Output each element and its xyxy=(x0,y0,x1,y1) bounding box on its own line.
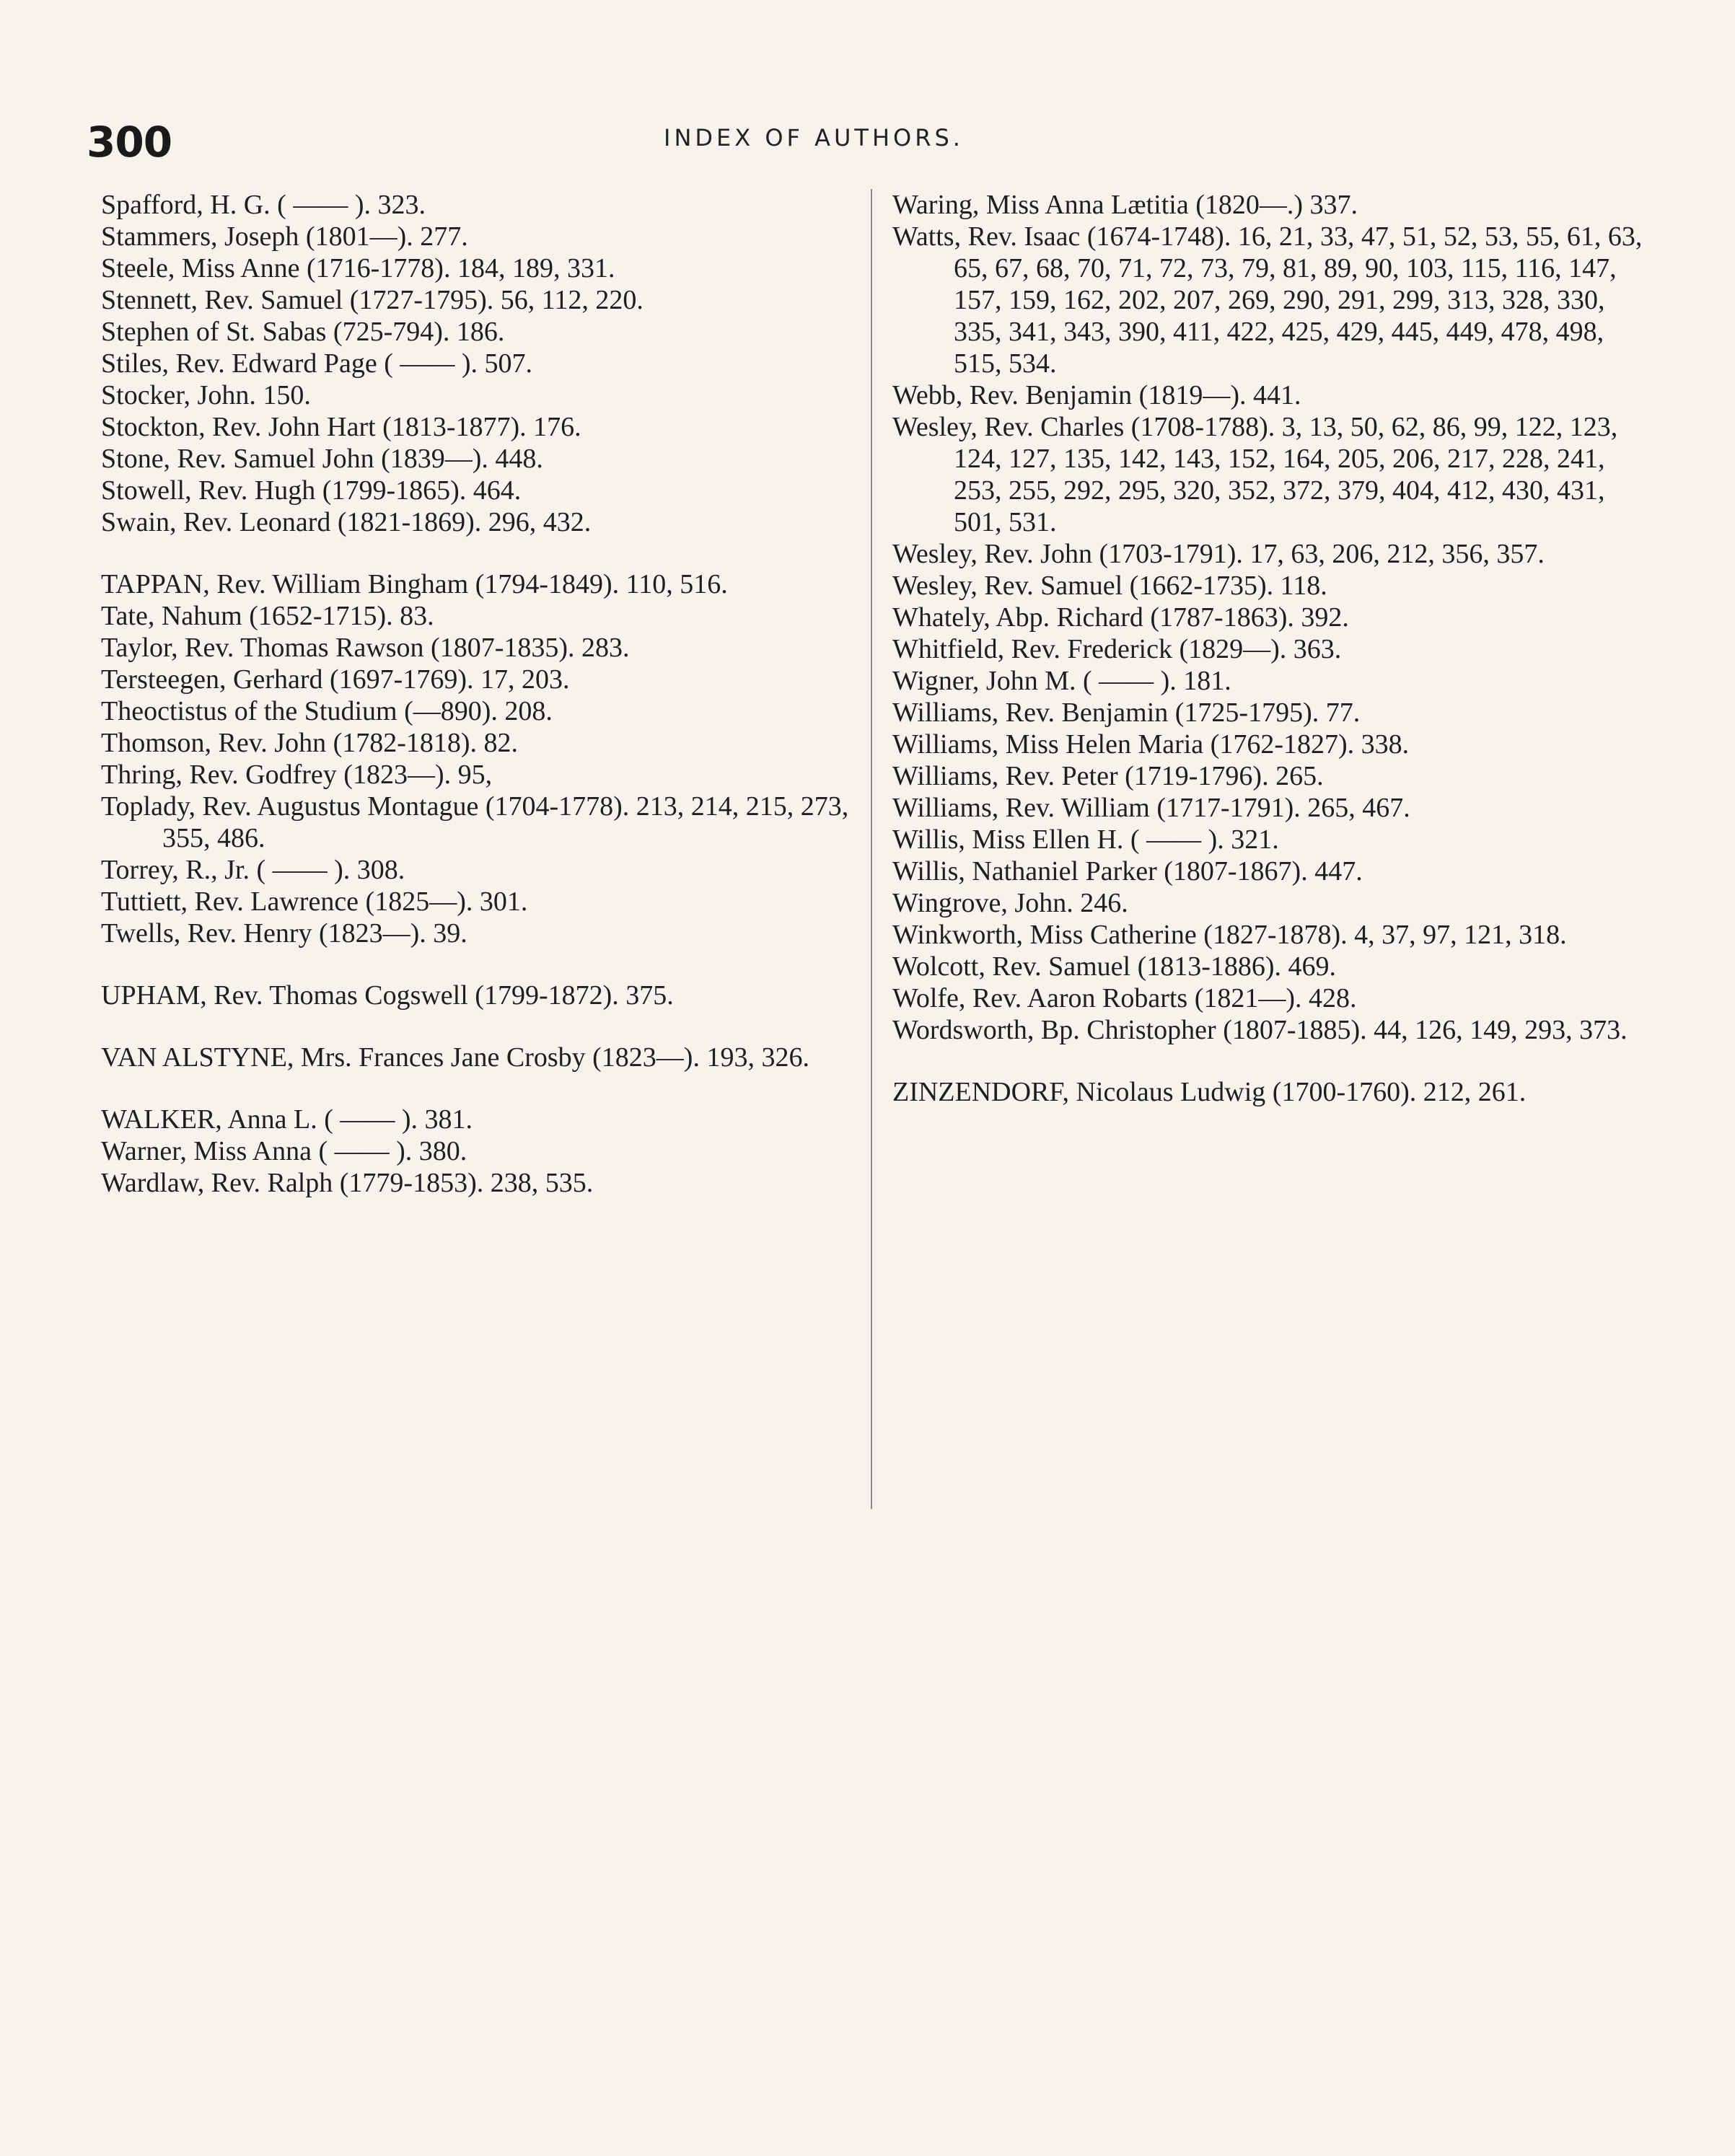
column-divider xyxy=(871,189,872,1509)
index-entry: Thomson, Rev. John (1782-1818). 82. xyxy=(101,728,519,758)
group-gap xyxy=(101,949,855,980)
index-entry: Stocker, John. 150. xyxy=(101,380,311,410)
index-entry: Twells, Rev. Henry (1823—). 39. xyxy=(101,918,467,949)
index-entry: Swain, Rev. Leonard (1821-1869). 296, 432. xyxy=(101,507,592,537)
index-entry: Wolcott, Rev. Samuel (1813-1886). 469. xyxy=(892,951,1337,982)
group-gap xyxy=(892,1046,1657,1076)
index-entry: Wolfe, Rev. Aaron Robarts (1821—). 428. xyxy=(892,983,1357,1013)
index-entry: Williams, Rev. William (1717-1791). 265, 467. xyxy=(892,793,1410,823)
index-entry: Wardlaw, Rev. Ralph (1779-1853). 238, 535. xyxy=(101,1168,594,1198)
index-entry: Stammers, Joseph (1801—). 277. xyxy=(101,221,468,252)
left-group-u xyxy=(101,980,855,1011)
index-entry: VAN ALSTYNE, Mrs. Frances Jane Crosby (1823—). 193, 326. xyxy=(101,1042,809,1073)
page-number: 300 xyxy=(87,118,172,167)
index-entry: Williams, Rev. Benjamin (1725-1795). 77. xyxy=(892,698,1361,728)
index-entry: Spafford, H. G. ( —— ). 323. xyxy=(101,190,426,220)
index-entry: Wingrove, John. 246. xyxy=(892,888,1128,918)
index-entry: Stiles, Rev. Edward Page ( —— ). 507. xyxy=(101,348,533,379)
index-entry: Waring, Miss Anna Lætitia (1820—.) 337. xyxy=(892,190,1358,220)
group-gap xyxy=(101,1011,855,1042)
running-head: INDEX OF AUTHORS. xyxy=(664,124,964,151)
index-entry: Stennett, Rev. Samuel (1727-1795). 56, 112, 220. xyxy=(101,285,644,315)
index-entry: Thring, Rev. Godfrey (1823—). 95, xyxy=(101,760,493,790)
index-entry: Stowell, Rev. Hugh (1799-1865). 464. xyxy=(101,475,522,506)
right-column xyxy=(892,189,1657,1108)
index-entry: Whitfield, Rev. Frederick (1829—). 363. xyxy=(892,634,1342,664)
index-entry: Whately, Abp. Richard (1787-1863). 392. xyxy=(892,602,1349,633)
group-gap xyxy=(101,538,855,568)
index-entry: Torrey, R., Jr. ( —— ). 308. xyxy=(101,855,405,885)
index-entry: TAPPAN, Rev. William Bingham (1794-1849). 110, 516. xyxy=(101,569,728,599)
index-entry: Steele, Miss Anne (1716-1778). 184, 189, 331. xyxy=(101,253,615,283)
index-entry: Toplady, Rev. Augustus Montague (1704-1778). 213, 214, 215, 273, 355, 486. xyxy=(101,791,849,853)
index-entry: Tuttiett, Rev. Lawrence (1825—). 301. xyxy=(101,886,528,917)
index-entry: Williams, Rev. Peter (1719-1796). 265. xyxy=(892,761,1324,791)
right-group-w xyxy=(892,189,1657,1046)
index-entry: Taylor, Rev. Thomas Rawson (1807-1835). 283. xyxy=(101,633,630,663)
index-entry: Watts, Rev. Isaac (1674-1748). 16, 21, 33, 47, 51, 52, 53, 55, 61, 63, 65, 67, 68, 70, 71, 72, 73, 79, 81, 89, 90, 103, 115, 116, 147, 157, 159, 162, 202, 207, 269, 290, 291, 299, 313, 328, 330, 335, 341, 343, 390, 411, 422, 425, 429, 445, 449, 478, 498, 515, 534. xyxy=(892,221,1643,379)
left-group-t xyxy=(101,568,855,949)
index-entry: WALKER, Anna L. ( —— ). 381. xyxy=(101,1104,473,1135)
group-gap xyxy=(101,1073,855,1104)
index-entry: Tersteegen, Gerhard (1697-1769). 17, 203. xyxy=(101,664,570,695)
left-group-v xyxy=(101,1042,855,1073)
index-entry: Wesley, Rev. Charles (1708-1788). 3, 13, 50, 62, 86, 99, 122, 123, 124, 127, 135, 142, 143, 152, 164, 205, 206, 217, 228, 241, 253, 255, 292, 295, 320, 352, 372, 379, 404, 412, 430, 431, 501, 531. xyxy=(892,412,1618,537)
index-entry: ZINZENDORF, Nicolaus Ludwig (1700-1760). 212, 261. xyxy=(892,1077,1527,1107)
left-group-s xyxy=(101,189,855,538)
index-entry: Tate, Nahum (1652-1715). 83. xyxy=(101,601,434,631)
left-group-w xyxy=(101,1104,855,1199)
index-entry: Winkworth, Miss Catherine (1827-1878). 4, 37, 97, 121, 318. xyxy=(892,920,1567,950)
index-entry: Theoctistus of the Studium (—890). 208. xyxy=(101,696,553,726)
index-entry: Willis, Nathaniel Parker (1807-1867). 447. xyxy=(892,856,1363,886)
index-entry: Stockton, Rev. John Hart (1813-1877). 176. xyxy=(101,412,581,442)
index-entry: Wigner, John M. ( —— ). 181. xyxy=(892,666,1231,696)
index-entry: Wordsworth, Bp. Christopher (1807-1885). 44, 126, 149, 293, 373. xyxy=(892,1015,1628,1045)
index-entry: Willis, Miss Ellen H. ( —— ). 321. xyxy=(892,824,1279,855)
right-group-z xyxy=(892,1076,1657,1108)
index-entry: Webb, Rev. Benjamin (1819—). 441. xyxy=(892,380,1301,410)
index-entry: Stone, Rev. Samuel John (1839—). 448. xyxy=(101,444,543,474)
index-entry: Stephen of St. Sabas (725-794). 186. xyxy=(101,317,505,347)
index-entry: Warner, Miss Anna ( —— ). 380. xyxy=(101,1136,467,1166)
index-entry: Wesley, Rev. Samuel (1662-1735). 118. xyxy=(892,571,1327,601)
left-column xyxy=(101,189,855,1199)
index-entry: Williams, Miss Helen Maria (1762-1827). 338. xyxy=(892,729,1410,760)
index-entry: Wesley, Rev. John (1703-1791). 17, 63, 206, 212, 356, 357. xyxy=(892,539,1545,569)
index-entry: UPHAM, Rev. Thomas Cogswell (1799-1872). 375. xyxy=(101,980,674,1011)
